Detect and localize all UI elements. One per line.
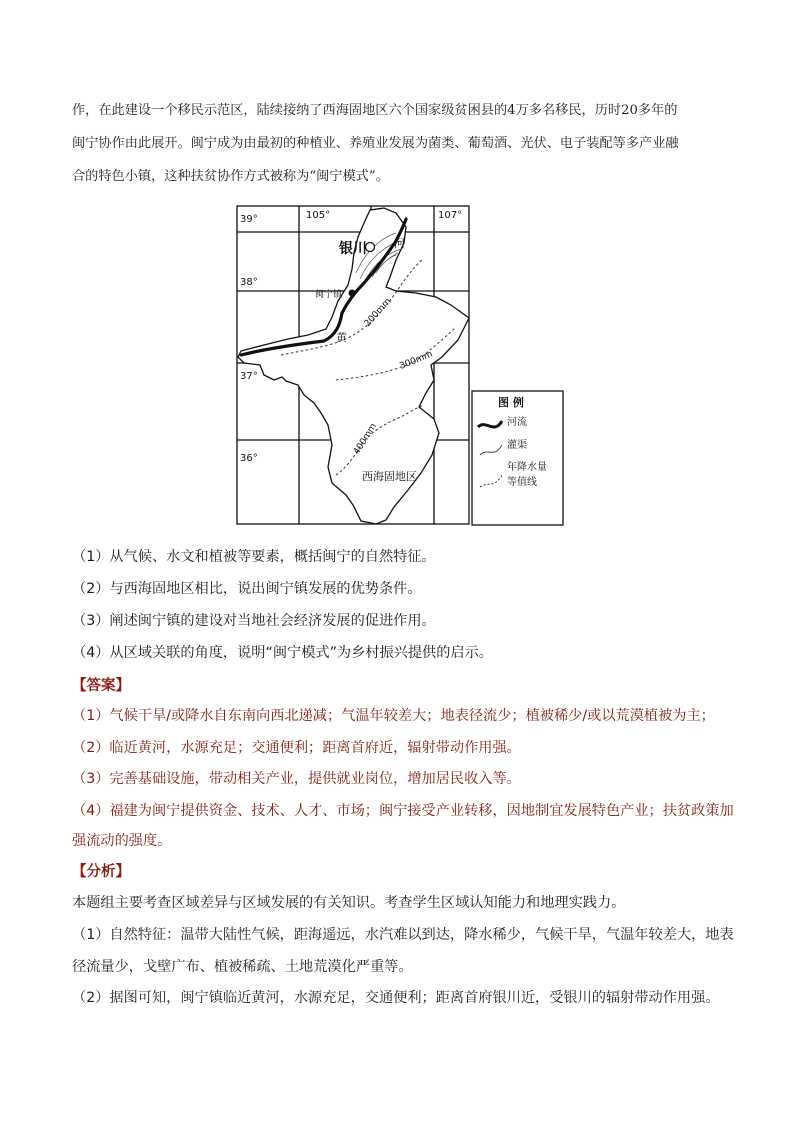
analysis-line: 本题组主要考查区域差异与区域发展的有关知识。考查学生区域认知能力和地理实践力。 (72, 895, 626, 911)
isohyet-label-200: 200mm (362, 296, 394, 330)
intro-line: 合的特色小镇，这种扶贫协作方式被称为“闽宁模式”。 (72, 169, 389, 184)
intro-line: 作，在此建设一个移民示范区，陆续接纳了西海固地区六个国家级贫困县的4万多名移民，历时20多年的 (72, 103, 678, 118)
analysis-line: 径流量少，戈壁广布、植被稀疏、土地荒漠化严重等。 (72, 959, 413, 975)
yinchuan-label: 银川 (339, 241, 367, 257)
answer-heading: 【答案】 (72, 678, 130, 694)
lon-label: 107° (438, 210, 463, 221)
lat-label: 39° (240, 214, 258, 225)
answer-line: 强流动的强度。 (72, 833, 172, 849)
lat-label: 38° (240, 277, 258, 288)
question-item: （1）从气候、水文和植被等要素，概括闽宁的自然特征。 (72, 549, 436, 565)
lat-label: 37° (240, 371, 258, 382)
legend-river-label: 河流 (507, 417, 527, 428)
question-item: （3）阐述闽宁镇的建设对当地社会经济发展的促进作用。 (72, 613, 436, 629)
intro-line: 闽宁协作由此展开。闽宁成为由最初的种植业、养殖业发展为菌类、葡萄酒、光伏、电子装配等多产业融 (72, 136, 679, 151)
lat-label: 36° (240, 453, 258, 464)
legend-canal-label: 灌渠 (507, 440, 527, 451)
legend-isohyet-label: 年降水量 (507, 462, 547, 473)
answer-line: （3）完善基础设施，带动相关产业，提供就业岗位，增加居民收入等。 (72, 771, 521, 787)
answer-line: （1）气候干旱/或降水自东南向西北递减；气温年较差大；地表径流少；植被稀少/或以荒漠植被为主； (72, 708, 715, 724)
analysis-line: （2）据图可知，闽宁镇临近黄河，水源充足，交通便利；距离首府银川近，受银川的辐射带动作用强。 (72, 990, 720, 1006)
minning-label: 闽宁镇 (315, 290, 343, 300)
region-label: 西海固地区 (362, 470, 417, 483)
analysis-heading: 【分析】 (72, 864, 130, 880)
minning-town-icon (349, 290, 356, 297)
ningxia-map-figure (236, 205, 566, 527)
legend-isohyet-label: 等值线 (507, 477, 537, 488)
intro-paragraph (72, 94, 724, 193)
river-label-huang: 黄 (336, 331, 347, 344)
analysis-line: （1）自然特征：温带大陆性气候，距海遥远，水汽难以到达，降水稀少，气候干旱，气温年较差大，地表 (72, 927, 734, 943)
isohyet-label-400: 400mm (352, 421, 379, 457)
legend-title: 图 例 (498, 396, 524, 409)
question-item: （4）从区域关联的角度，说明“闽宁模式”为乡村振兴提供的启示。 (72, 645, 493, 661)
answer-line: （4）福建为闽宁提供资金、技术、人才、市场；闽宁接受产业转移，因地制宜发展特色产业；扶贫政策加 (72, 803, 734, 819)
isohyet-label-300: 300mm (398, 349, 435, 372)
answer-line: （2）临近黄河，水源充足；交通便利；距离首府近，辐射带动作用强。 (72, 740, 521, 756)
question-item: （2）与西海固地区相比，说出闽宁镇发展的优势条件。 (72, 581, 422, 597)
lon-label: 105° (306, 210, 331, 221)
map-legend (472, 391, 563, 525)
river-label-he: 河 (394, 237, 405, 250)
